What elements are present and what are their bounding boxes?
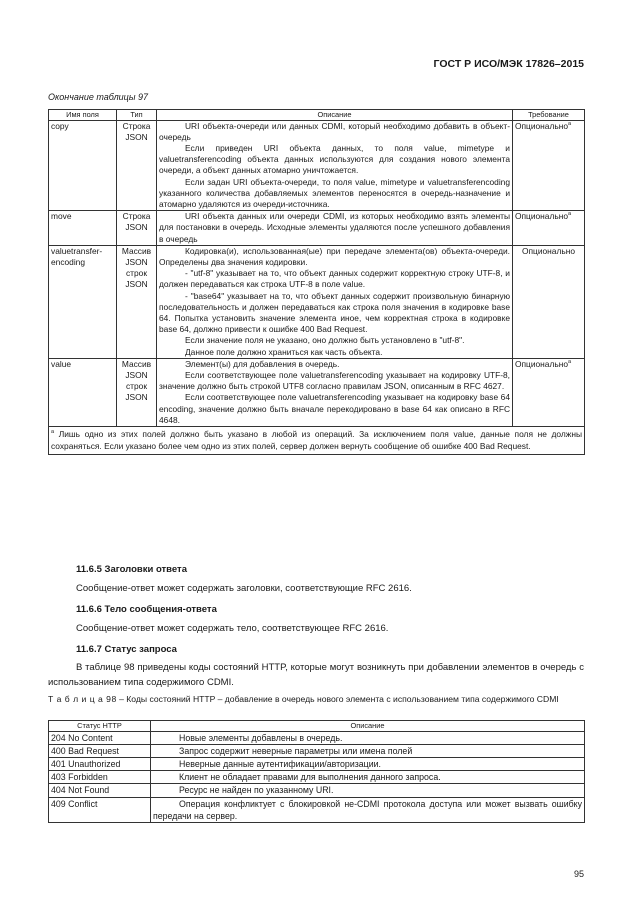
table-row xyxy=(49,211,585,246)
field-type: Массив JSON строк JSON xyxy=(117,358,157,426)
header-field-name: Имя поля xyxy=(49,110,117,121)
description-paragraph: URI объекта данных или очереди CDMI, из которых необходимо взять элементы для постановки в очередь. Исходные элементы удаляются после успешного добавления в очередь xyxy=(159,211,510,244)
header-description: Описание xyxy=(157,110,513,121)
table-header-row xyxy=(49,721,585,732)
http-status: 400 Bad Request xyxy=(49,744,151,757)
description-paragraph: - "utf-8" указывает на то, что объект данных содержит корректную строку UTF-8, и должен передаваться как строка UTF-8 в поле value. xyxy=(159,268,510,290)
http-status: 409 Conflict xyxy=(49,797,151,822)
table-98 xyxy=(48,720,585,823)
field-type: Строка JSON xyxy=(117,120,157,211)
field-requirement xyxy=(513,211,585,246)
section-text: Сообщение-ответ может содержать заголовки, соответствующие RFC 2616. xyxy=(76,583,412,594)
caption-label: Т а б л и ц а 98 xyxy=(48,694,117,704)
description-paragraph: Запрос содержит неверные параметры или имена полей xyxy=(179,745,413,756)
description-paragraph: - "base64" указывает на то, что объект данных содержит произвольную бинарную последовательность и должен передаваться как строка поля значения в кодировке base 64. Попытка установить значение элемента иное, чем корректная строка в кодировке base 64, должно привести к ошибке 400 Bad Request. xyxy=(159,290,510,335)
header-http-status: Статус HTTP xyxy=(49,721,151,732)
footnote-mark: a xyxy=(51,429,55,436)
description-paragraph: Если соответствующее поле valuetransferencoding указывает на кодировку base 64 encoding, значение должно быть вначале перекодировано в base 64 как описано в RFC 4648. xyxy=(159,392,510,425)
description-paragraph: Неверные данные аутентификации/авторизации. xyxy=(179,758,381,769)
table-continuation-label: Окончание таблицы 97 xyxy=(48,92,148,102)
table-row xyxy=(49,245,585,358)
footnote-ref: a xyxy=(568,211,572,218)
table-footnote xyxy=(49,426,585,454)
field-type: Строка JSON xyxy=(117,211,157,246)
section-text: В таблице 98 приведены коды состояний HTTP, которые могут возникнуть при добавлении элементов в очередь с использованием типа содержимого CDMI. xyxy=(48,662,584,688)
status-description xyxy=(151,771,585,784)
table-row xyxy=(49,744,585,757)
section-heading-response-body: 11.6.6 Тело сообщения-ответа xyxy=(76,604,217,615)
requirement-text: Опционально xyxy=(522,245,575,256)
table-row xyxy=(49,771,585,784)
description-paragraph: Операция конфликтует с блокировкой не-CDMI протокола доступа или может вызвать ошибку передачи на сервер. xyxy=(153,798,582,821)
http-status: 403 Forbidden xyxy=(49,771,151,784)
footnote-text: Лишь одно из этих полей должно быть указано в любой из операций. За исключением поля value, данные поля не должны сохраняться. Если указано более чем одно из этих полей, сервер должен вернуть сообщение об ошибке 400 Bad Request. xyxy=(51,428,583,452)
description-paragraph: Если значение поля не указано, оно должно быть установлено в "utf-8". xyxy=(185,335,465,346)
description-paragraph: Новые элементы добавлены в очередь. xyxy=(179,732,343,743)
table-row xyxy=(49,120,585,211)
field-name: valuetransfer-encoding xyxy=(49,245,117,358)
status-description xyxy=(151,731,585,744)
field-description xyxy=(157,211,513,246)
table-row xyxy=(49,757,585,770)
table-98-caption xyxy=(48,694,584,704)
field-requirement xyxy=(513,358,585,426)
status-description xyxy=(151,797,585,822)
section-text: Сообщение-ответ может содержать тело, соответствующее RFC 2616. xyxy=(76,623,389,634)
description-paragraph: Если соответствующее поле valuetransferencoding указывает на кодировку UTF-8, значение должно быть строкой UTF8 согласно правилам JSON, описанным в RFC 4627. xyxy=(159,369,510,392)
table-header-row xyxy=(49,110,585,121)
header-description: Описание xyxy=(151,721,585,732)
field-type: Массив JSON строк JSON xyxy=(117,245,157,358)
header-requirement: Требование xyxy=(513,110,585,121)
requirement-text: Опционально xyxy=(515,211,568,222)
field-name: value xyxy=(49,358,117,426)
http-status: 401 Unauthorized xyxy=(49,757,151,770)
field-name: copy xyxy=(49,120,117,211)
page-number: 95 xyxy=(573,869,584,879)
requirement-text: Опционально xyxy=(515,358,568,369)
http-status: 204 No Content xyxy=(49,731,151,744)
footnote-ref: a xyxy=(568,120,572,127)
field-name: move xyxy=(49,211,117,246)
table-row xyxy=(49,731,585,744)
description-paragraph: Клиент не обладает правами для выполнения данного запроса. xyxy=(179,772,441,783)
field-requirement xyxy=(513,120,585,211)
table-row xyxy=(49,797,585,822)
description-paragraph: Элемент(ы) для добавления в очередь. xyxy=(185,358,340,369)
requirement-text: Опционально xyxy=(515,120,568,131)
caption-text: – Коды состояний HTTP – добавление в очередь нового элемента с использованием типа содержимого CDMI xyxy=(116,694,559,704)
description-paragraph: Если задан URI объекта-очереди, то поля value, mimetype и valuetransferencoding указанного количества добавляемых элементов переносятся в очередь-назначение и атомарно удаляются из очереди-источника. xyxy=(159,176,510,209)
description-paragraph: Данное поле должно храниться как часть объекта. xyxy=(185,346,383,357)
description-paragraph: Кодировка(и), использованная(ые) при передаче элемента(ов) объекта-очереди. Определены два значения кодировки. xyxy=(159,245,510,267)
section-heading-request-status: 11.6.7 Статус запроса xyxy=(76,644,177,655)
status-description xyxy=(151,744,585,757)
table-97 xyxy=(48,109,585,455)
header-type: Тип xyxy=(117,110,157,121)
description-paragraph: Если приведен URI объекта данных, то поля value, mimetype и valuetransferencoding объекта данных используются для создания нового элемента очереди, а объект данных атомарно уничтожается. xyxy=(159,142,510,176)
footnote-ref: a xyxy=(568,358,572,365)
table-row xyxy=(49,784,585,797)
field-requirement xyxy=(513,245,585,358)
status-description xyxy=(151,784,585,797)
table-row xyxy=(49,358,585,426)
section-heading-response-headers: 11.6.5 Заголовки ответа xyxy=(76,564,187,575)
field-description xyxy=(157,120,513,211)
status-description xyxy=(151,757,585,770)
table-footnote-row xyxy=(49,426,585,454)
description-paragraph: Ресурс не найден по указанному URI. xyxy=(179,785,334,796)
field-description xyxy=(157,358,513,426)
http-status: 404 Not Found xyxy=(49,784,151,797)
description-paragraph: URI объекта-очереди или данных CDMI, который необходимо добавить в объект-очередь xyxy=(159,120,510,142)
field-description xyxy=(157,245,513,358)
standard-header: ГОСТ Р ИСО/МЭК 17826–2015 xyxy=(433,58,584,70)
